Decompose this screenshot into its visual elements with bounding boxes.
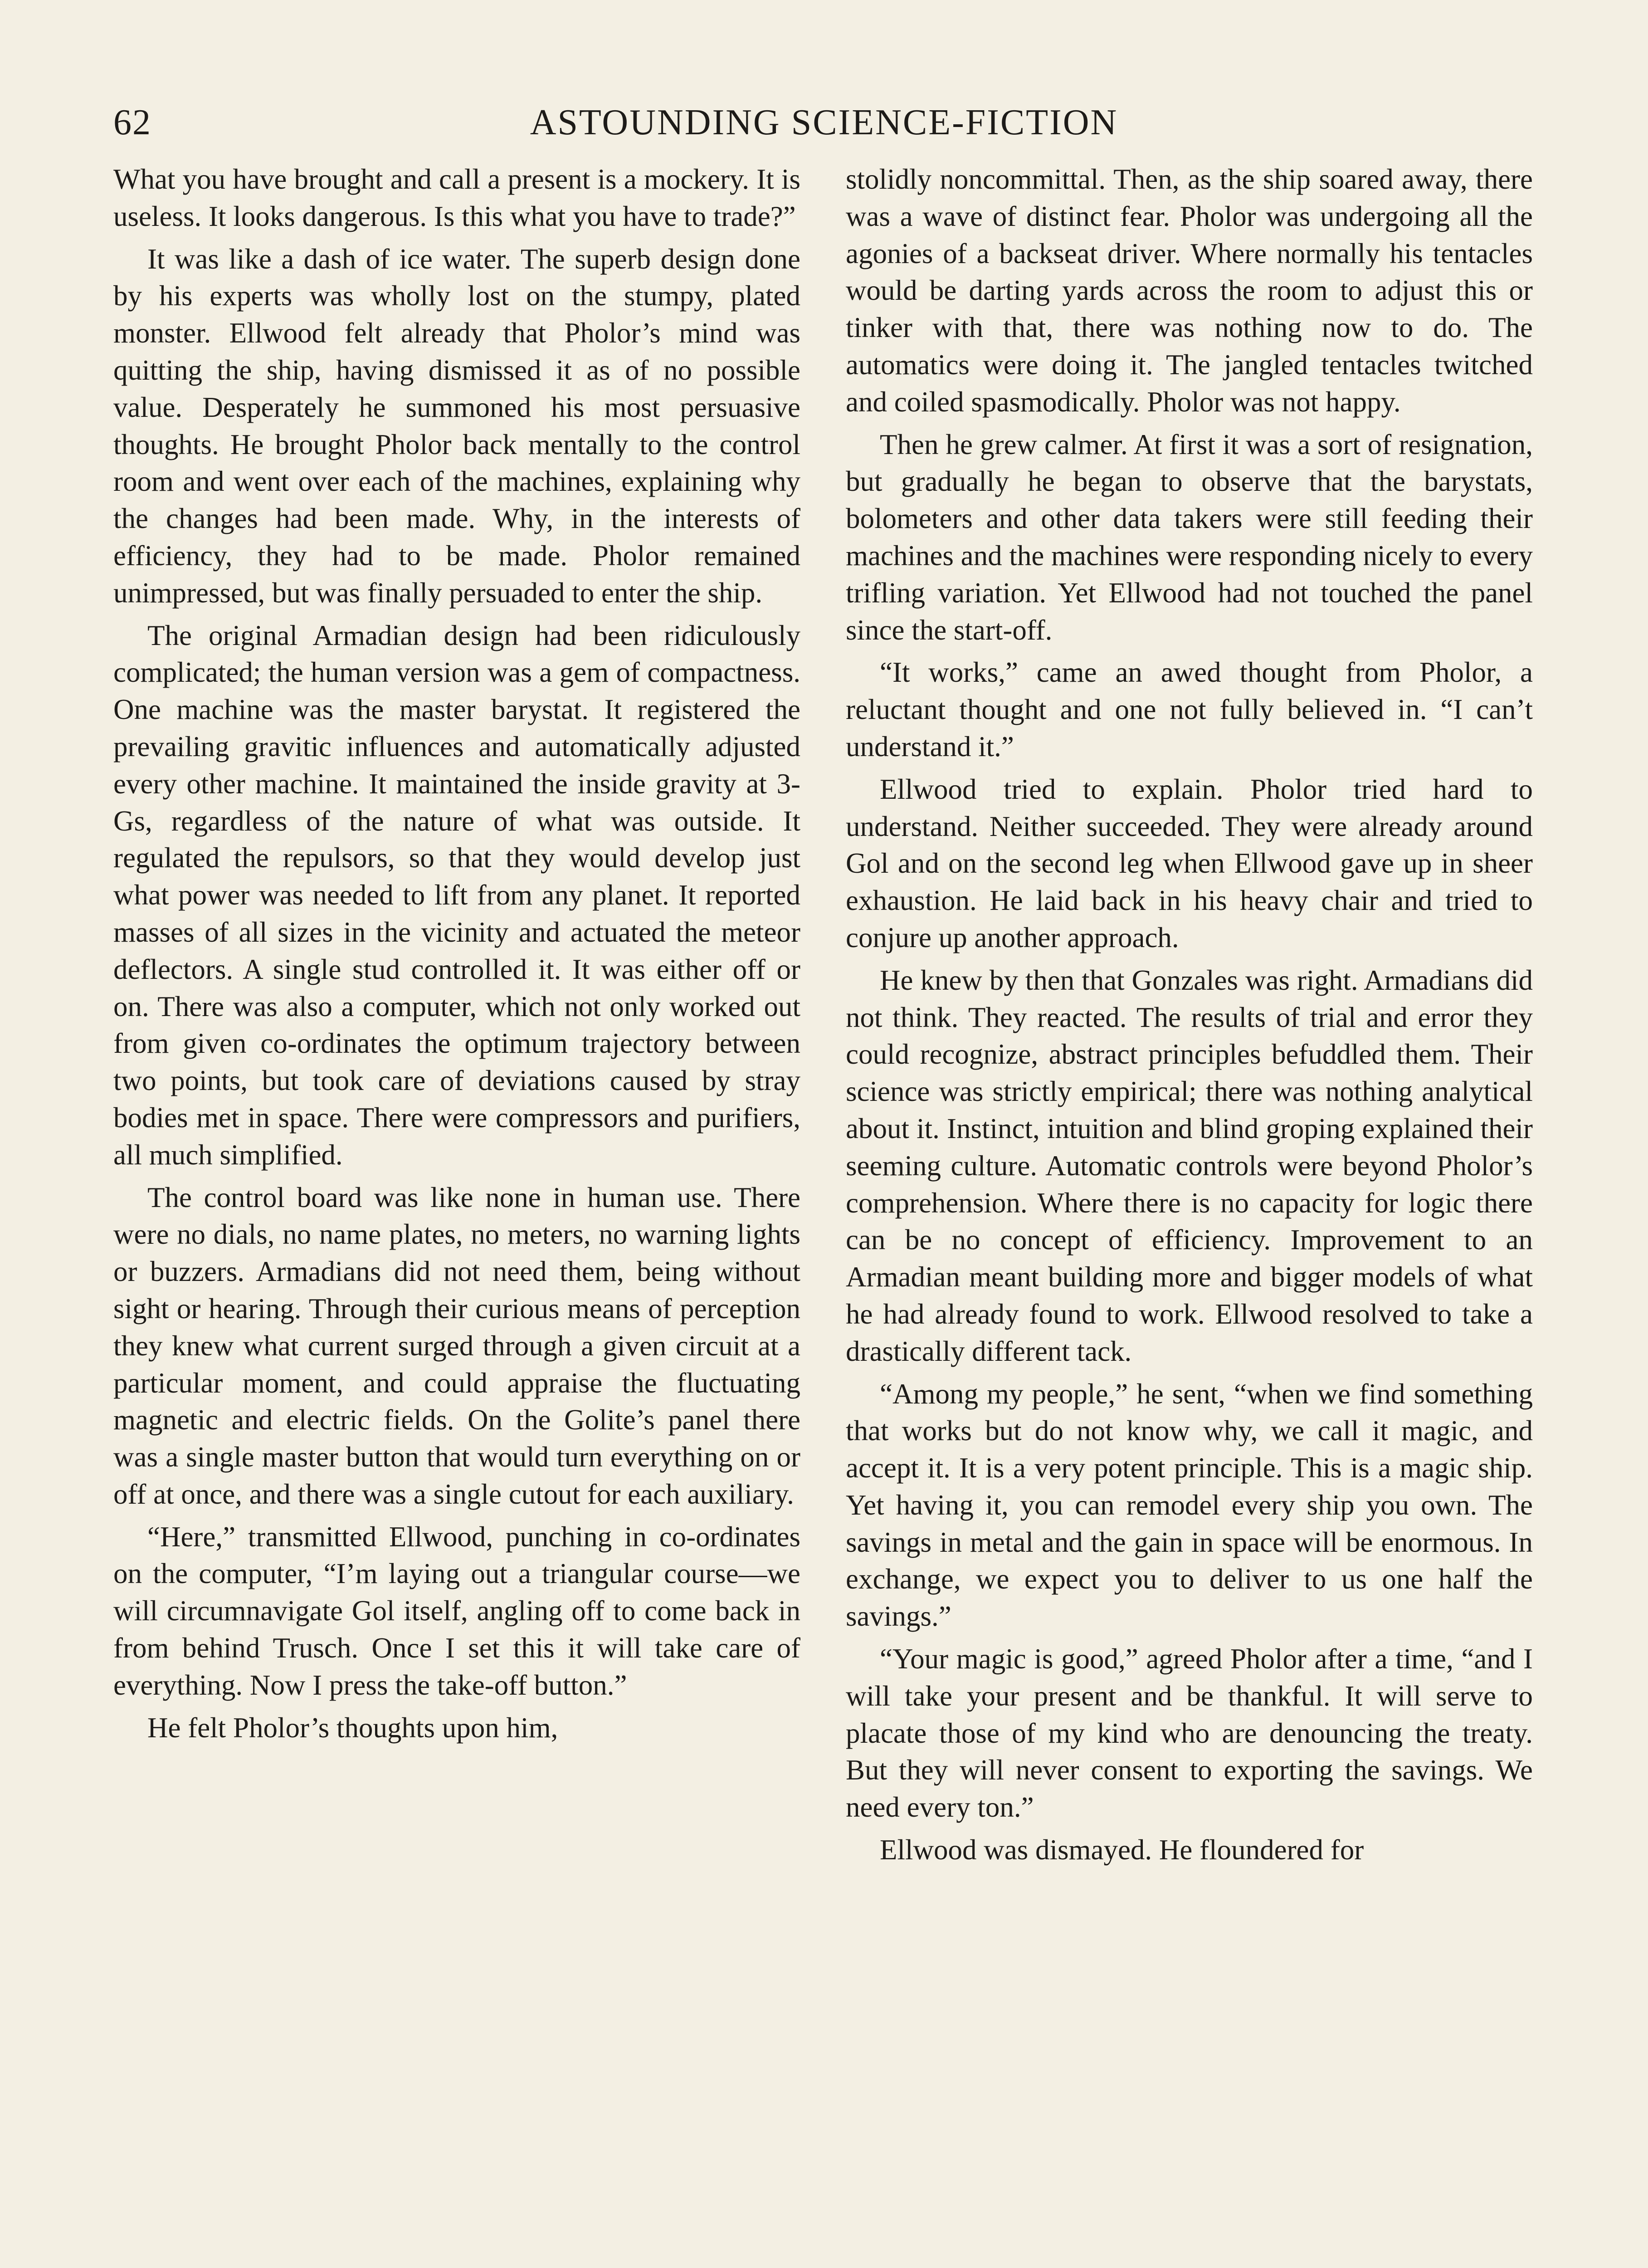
paragraph: “It works,” came an awed thought from Pholor, a reluctant thought and one not fully believed in. “I can’t understand it.”	[846, 656, 1533, 763]
right-column	[846, 161, 1533, 1869]
paragraph: Ellwood tried to explain. Pholor tried hard to understand. Neither succeeded. They were already around Gol and on the second leg when Ellwood gave up in sheer exhaustion. He laid back in his heavy chair and tried to conjure up another approach.	[846, 773, 1533, 953]
paragraph: It was like a dash of ice water. The superb design done by his experts was wholly lost on the stumpy, plated monster. Ellwood felt already that Pholor’s mind was quitting the ship, having dismissed it as of no possible value. Desperately he summoned his most persuasive thoughts. He brought Pholor back mentally to the control room and went over each of the machines, explaining why the changes had been made. Why, in the interests of efficiency, they had to be made. Pholor remained unimpressed, but was finally persuaded to enter the ship.	[113, 243, 800, 609]
paragraph: He felt Pholor’s thoughts upon him,	[147, 1711, 558, 1744]
paragraph: He knew by then that Gonzales was right. Armadians did not think. They reacted. The results of trial and error they could recognize, abstract principles befuddled them. Their science was strictly empirical; there was nothing analytical about it. Instinct, intuition and blind groping explained their seeming culture. Automatic controls were beyond Pholor’s comprehension. Where there is no capacity for logic there can be no concept of efficiency. Improvement to an Armadian meant building more and bigger models of what he had already found to work. Ellwood resolved to take a drastically different tack.	[846, 964, 1533, 1367]
paragraph: stolidly noncommittal. Then, as the ship soared away, there was a wave of distinct fear. Pholor was undergoing all the agonies of a backseat driver. Where normally his tentacles would be darting yards across the room to adjust this or tinker with that, there was nothing now to do. The automatics were doing it. The jangled tentacles twitched and coiled spasmodically. Pholor was not happy.	[846, 163, 1533, 418]
paragraph: “Among my people,” he sent, “when we find something that works but do not know why, we call it magic, and accept it. It is a very potent principle. This is a magic ship. Yet having it, you can remodel every ship you own. The savings in metal and the gain in space will be enormous. In exchange, we expect you to deliver to us one half the savings.”	[846, 1378, 1533, 1633]
running-title: ASTOUNDING SCIENCE-FICTION	[530, 103, 1118, 142]
paragraph: Ellwood was dismayed. He floundered for	[880, 1834, 1364, 1866]
left-column	[113, 161, 800, 1746]
paragraph: The original Armadian design had been ridiculously complicated; the human version was a gem of compactness. One machine was the master barystat. It registered the prevailing gravitic influences and automatically adjusted every other machine. It maintained the inside gravity at 3-Gs, regardless of the nature of what was outside. It regulated the repulsors, so that they would develop just what power was needed to lift from any planet. It reported masses of all sizes in the vicinity and actuated the meteor deflectors. A single stud controlled it. It was either off or on. There was also a computer, which not only worked out from given co-ordinates the optimum trajectory between two points, but took care of deviations caused by stray bodies met in space. There were compressors and purifiers, all much simplified.	[113, 619, 800, 1171]
paragraph: Then he grew calmer. At first it was a sort of resignation, but gradually he began to observe that the barystats, bolometers and other data takers were still feeding their machines and the machines were responding nicely to every trifling variation. Yet Ellwood had not touched the panel since the start-off.	[846, 428, 1533, 646]
paragraph: What you have brought and call a present is a mockery. It is useless. It looks dangerous. Is this what you have to trade?”	[113, 163, 800, 232]
page-number: 62	[113, 103, 151, 142]
paragraph: The control board was like none in human use. There were no dials, no name plates, no meters, no warning lights or buzzers. Armadians did not need them, being without sight or hearing. Through their curious means of perception they knew what current surged through a given circuit at a particular moment, and could appraise the fluctuating magnetic and electric fields. On the Golite’s panel there was a single master button that would turn everything on or off at once, and there was a single cutout for each auxiliary.	[113, 1181, 800, 1510]
paragraph: “Your magic is good,” agreed Pholor after a time, “and I will take your present and be thankful. It will serve to placate those of my kind who are denouncing the treaty. But they will never consent to exporting the savings. We need every ton.”	[846, 1643, 1533, 1823]
paragraph: “Here,” transmitted Ellwood, punching in co-ordinates on the computer, “I’m laying out a triangular course—we will circumnavigate Gol itself, angling off to come back in from behind Trusch. Once I set this it will take care of everything. Now I press the take-off button.”	[113, 1520, 800, 1701]
page-header	[113, 98, 1535, 147]
